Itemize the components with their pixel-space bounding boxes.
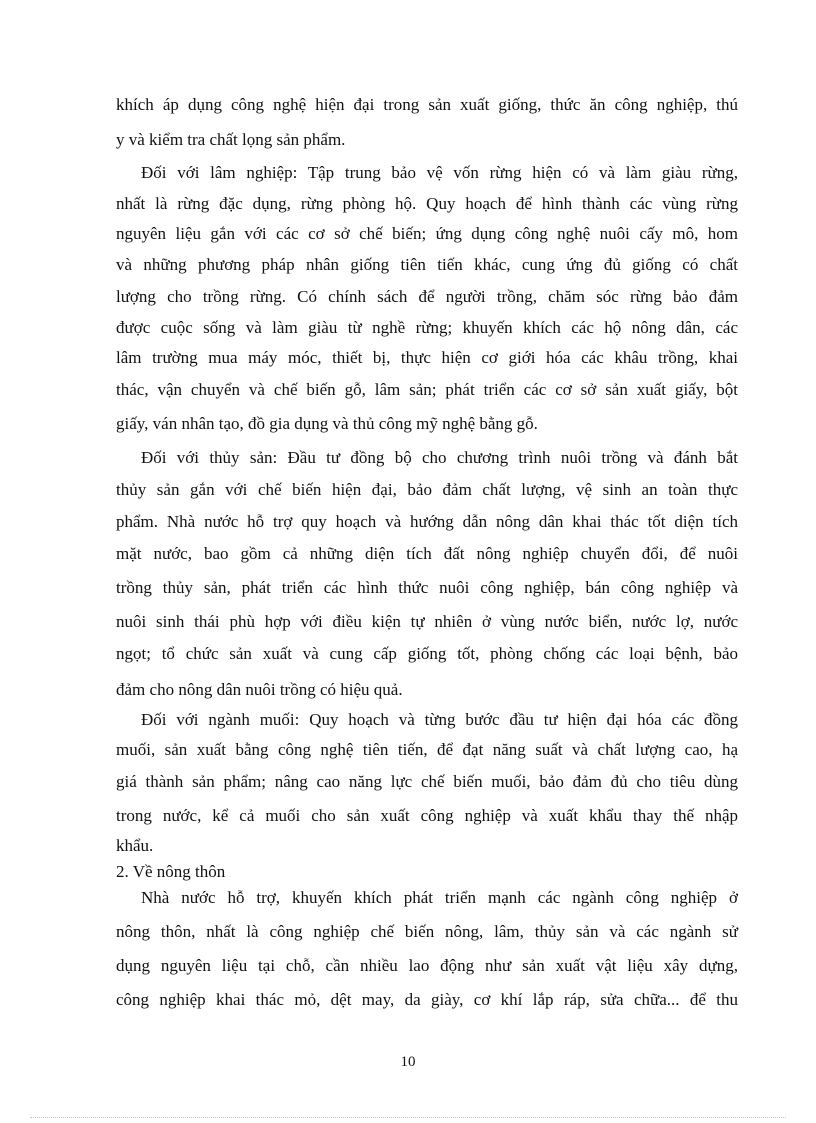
page-bottom-divider <box>30 1117 786 1118</box>
page-number: 10 <box>400 1054 416 1070</box>
text-line: lượng cho trồng rừng. Có chính sách để người trồng, chăm sóc rừng bảo đảm <box>116 287 738 306</box>
section-heading: 2. Về nông thôn <box>116 862 226 881</box>
text-line: công nghiệp khai thác mỏ, dệt may, da giày, cơ khí lắp ráp, sửa chữa... để thu <box>116 990 738 1009</box>
text-line: Đối với thủy sản: Đầu tư đồng bộ cho chương trình nuôi trồng và đánh bắt <box>141 448 738 467</box>
text-line: nguyên liệu gắn với các cơ sở chế biến; ứng dụng công nghệ nuôi cấy mô, hom <box>116 224 738 243</box>
text-line: dụng nguyên liệu tại chỗ, cần nhiều lao động như sản xuất vật liệu xây dựng, <box>116 956 738 975</box>
text-line: và những phương pháp nhân giống tiên tiến khác, cung ứng đủ giống có chất <box>116 255 738 274</box>
text-line: nuôi sinh thái phù hợp với điều kiện tự nhiên ở vùng nước biển, nước lợ, nước <box>116 612 738 631</box>
text-line: trong nước, kể cả muối cho sản xuất công nghiệp và xuất khẩu thay thế nhập <box>116 806 738 825</box>
text-line: phẩm. Nhà nước hỗ trợ quy hoạch và hướng dẫn nông dân khai thác tốt diện tích <box>116 512 738 531</box>
text-line: lâm trường mua máy móc, thiết bị, thực hiện cơ giới hóa các khâu trồng, khai <box>116 348 738 367</box>
text-line: y và kiểm tra chất lọng sản phẩm. <box>116 130 346 149</box>
text-line: nông thôn, nhất là công nghiệp chế biến nông, lâm, thủy sản và các ngành sử <box>116 922 738 941</box>
text-line: ngọt; tổ chức sản xuất và cung cấp giống tốt, phòng chống các loại bệnh, bảo <box>116 644 738 663</box>
text-line: muối, sản xuất bằng công nghệ tiên tiến, để đạt năng suất và chất lượng cao, hạ <box>116 740 738 759</box>
text-line: khích áp dụng công nghệ hiện đại trong sản xuất giống, thức ăn công nghiệp, thú <box>116 95 738 114</box>
text-line: giấy, ván nhân tạo, đồ gia dụng và thủ công mỹ nghệ bằng gỗ. <box>116 414 538 433</box>
text-line: Nhà nước hỗ trợ, khuyến khích phát triển mạnh các ngành công nghiệp ở <box>141 888 738 907</box>
text-line: nhất là rừng đặc dụng, rừng phòng hộ. Quy hoạch để hình thành các vùng rừng <box>116 194 738 213</box>
text-line: thác, vận chuyển và chế biến gỗ, lâm sản; phát triển các cơ sở sản xuất giấy, bột <box>116 380 738 399</box>
text-line: Đối với ngành muối: Quy hoạch và từng bước đầu tư hiện đại hóa các đồng <box>141 710 738 729</box>
text-line: trồng thủy sản, phát triển các hình thức nuôi công nghiệp, bán công nghiệp và <box>116 578 738 597</box>
text-line: mặt nước, bao gồm cả những diện tích đất nông nghiệp chuyển đổi, để nuôi <box>116 544 738 563</box>
text-line: Đối với lâm nghiệp: Tập trung bảo vệ vốn rừng hiện có và làm giàu rừng, <box>141 163 738 182</box>
text-line: đảm cho nông dân nuôi trồng có hiệu quả. <box>116 680 403 699</box>
text-line: thủy sản gắn với chế biến hiện đại, bảo đảm chất lượng, vệ sinh an toàn thực <box>116 480 738 499</box>
text-line: khẩu. <box>116 836 154 855</box>
text-line: được cuộc sống và làm giàu từ nghề rừng; khuyến khích các hộ nông dân, các <box>116 318 738 337</box>
text-line: giá thành sản phẩm; nâng cao năng lực chế biến muối, bảo đảm đủ cho tiêu dùng <box>116 772 738 791</box>
